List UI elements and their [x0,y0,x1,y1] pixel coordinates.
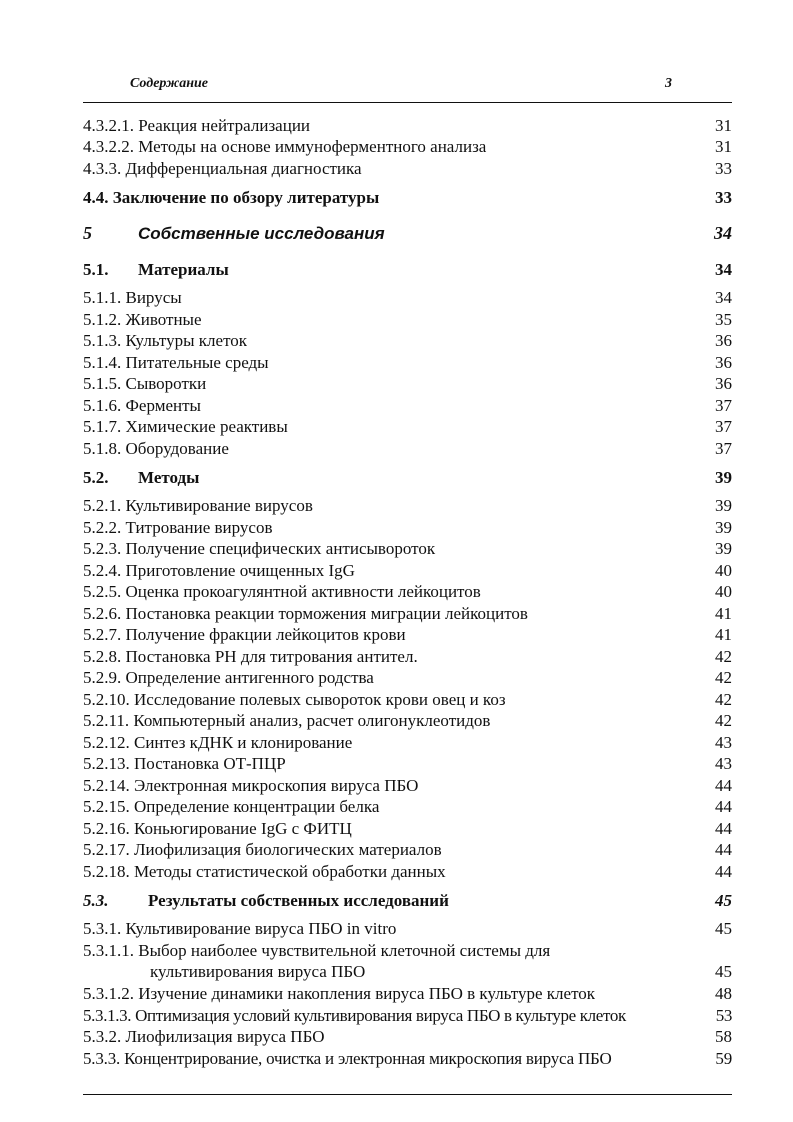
toc-entry-page: 44 [715,776,732,795]
toc-entry-page: 53 [715,1006,732,1025]
toc-entry-page: 36 [715,353,732,372]
toc-entry-title-continuation: культивирования вируса ПБО [150,962,366,981]
toc-entry-title: 5.2.9. Определение антигенного родства [83,668,374,687]
toc-entry-title: 5.1.5. Сыворотки [83,374,207,393]
toc-entry-page: 34 [715,260,732,279]
running-header-title: Содержание [130,76,208,91]
toc-entry-title: 5.2.12. Синтез кДНК и клонирование [83,733,353,752]
toc-entry-title: 5.2.2. Титрование вирусов [83,518,273,537]
toc-entry-title: 5.1.6. Ферменты [83,396,201,415]
toc-entry-page: 43 [715,754,732,773]
toc-entry-page: 37 [715,439,732,458]
toc-entry-title: 5.2.16. Коньюгирование IgG с ФИТЦ [83,819,352,838]
toc-entry-page: 31 [715,137,732,156]
toc-entry-page: 39 [715,468,732,487]
toc-entry-title: 5.2.18. Методы статистической обработки данных [83,862,446,881]
toc-entry-title: 5.2.13. Постановка ОТ-ПЦР [83,754,286,773]
toc-entry-page: 41 [715,604,732,623]
toc-entry-page: 58 [715,1027,732,1046]
running-header-page-number: 3 [665,76,672,91]
toc-entry-page: 37 [715,396,732,415]
toc-entry-page: 35 [715,310,732,329]
toc-entry-title: 5.1.8. Оборудование [83,439,229,458]
toc-entry-page: 40 [715,561,732,580]
toc-entry-page: 42 [715,647,732,666]
toc-entry-title: 4.4. Заключение по обзору литературы [83,188,380,207]
toc-entry-page: 44 [715,819,732,838]
toc-entry-page: 36 [715,374,732,393]
toc-entry-page: 36 [715,331,732,350]
section-title: Материалы [138,260,229,279]
section-number: 5.1. [83,260,109,279]
section-number: 5.2. [83,468,109,487]
section-title: Результаты собственных исследований [148,891,449,910]
chapter-number: 5 [83,223,92,243]
toc-entry-page: 37 [715,417,732,436]
toc-entry-title: 5.1.2. Животные [83,310,202,329]
toc-entry-title: 5.1.4. Питательные среды [83,353,269,372]
toc-entry-title: 5.3.2. Лиофилизация вируса ПБО [83,1027,325,1046]
toc-entry-title: 5.2.4. Приготовление очищенных IgG [83,561,355,580]
toc-entry-page: 33 [715,188,732,207]
chapter-title: Собственные исследования [138,224,385,243]
toc-entry-title: 4.3.2.2. Методы на основе иммуноферментного анализа [83,137,487,156]
toc-entry-page: 48 [715,984,732,1003]
toc-entry-page: 42 [715,690,732,709]
toc-entry-page: 45 [715,919,732,938]
toc-entry-page: 41 [715,625,732,644]
toc-entry-title: 5.2.1. Культивирование вирусов [83,496,313,515]
toc-entry-title: 5.3.1.1. Выбор наиболее чувствительной клеточной системы для [83,941,551,960]
toc-entry-page: 43 [715,733,732,752]
toc-entry-title: 5.1.7. Химические реактивы [83,417,288,436]
toc-entry-title: 5.2.6. Постановка реакции торможения миграции лейкоцитов [83,604,528,623]
toc-entry-title: 5.3.1.2. Изучение динамики накопления вируса ПБО в культуре клеток [83,984,596,1003]
toc-entry-title: 5.1.1. Вирусы [83,288,182,307]
footer-rule [83,1094,732,1095]
toc-entry-title: 5.2.8. Постановка РН для титрования антител. [83,647,418,666]
toc-entry-page: 59 [715,1049,732,1068]
toc-entry-page: 34 [715,288,732,307]
toc-entry-page: 40 [715,582,732,601]
toc-entry-title: 4.3.3. Дифференциальная диагностика [83,159,362,178]
toc-entry-title: 5.3.3. Концентрирование, очистка и электронная микроскопия вируса ПБО [83,1049,612,1068]
section-number: 5.3. [83,891,109,910]
toc-entry-title: 4.3.2.1. Реакция нейтрализации [83,116,311,135]
toc-entry-page: 45 [715,962,732,981]
toc-entry [83,941,732,983]
toc-entry-page: 44 [715,862,732,881]
toc-entry-page: 39 [715,539,732,558]
toc-entry-title: 5.3.1. Культивирование вируса ПБО in vitro [83,919,397,938]
toc-entry-page: 39 [715,518,732,537]
toc-entry-title: 5.2.14. Электронная микроскопия вируса ПБО [83,776,419,795]
toc-entry-title: 5.2.17. Лиофилизация биологических материалов [83,840,442,859]
header-rule [83,102,732,103]
toc-entry-page: 44 [715,797,732,816]
toc-entry-page: 31 [715,116,732,135]
toc-entry-page: 45 [715,891,732,910]
toc-entry-title: 5.3.1.3. Оптимизация условий культивирования вируса ПБО в культуре клеток [83,1006,626,1025]
section-title: Методы [138,468,200,487]
toc-entry-title: 5.2.3. Получение специфических антисывороток [83,539,436,558]
toc-entry-page: 44 [715,840,732,859]
toc-entry-title: 5.2.15. Определение концентрации белка [83,797,380,816]
toc-entry-title: 5.2.11. Компьютерный анализ, расчет олигонуклеотидов [83,711,491,730]
toc-entry-title: 5.1.3. Культуры клеток [83,331,248,350]
toc-entry-title: 5.2.7. Получение фракции лейкоцитов крови [83,625,406,644]
toc-entry-page: 34 [714,223,732,243]
toc-entry-title: 5.2.5. Оценка прокоагулянтной активности лейкоцитов [83,582,481,601]
toc-entry-page: 42 [715,668,732,687]
toc-entry-page: 42 [715,711,732,730]
toc-entry-title: 5.2.10. Исследование полевых сывороток крови овец и коз [83,690,506,709]
toc-entry-page: 39 [715,496,732,515]
toc-entry-page: 33 [715,159,732,178]
